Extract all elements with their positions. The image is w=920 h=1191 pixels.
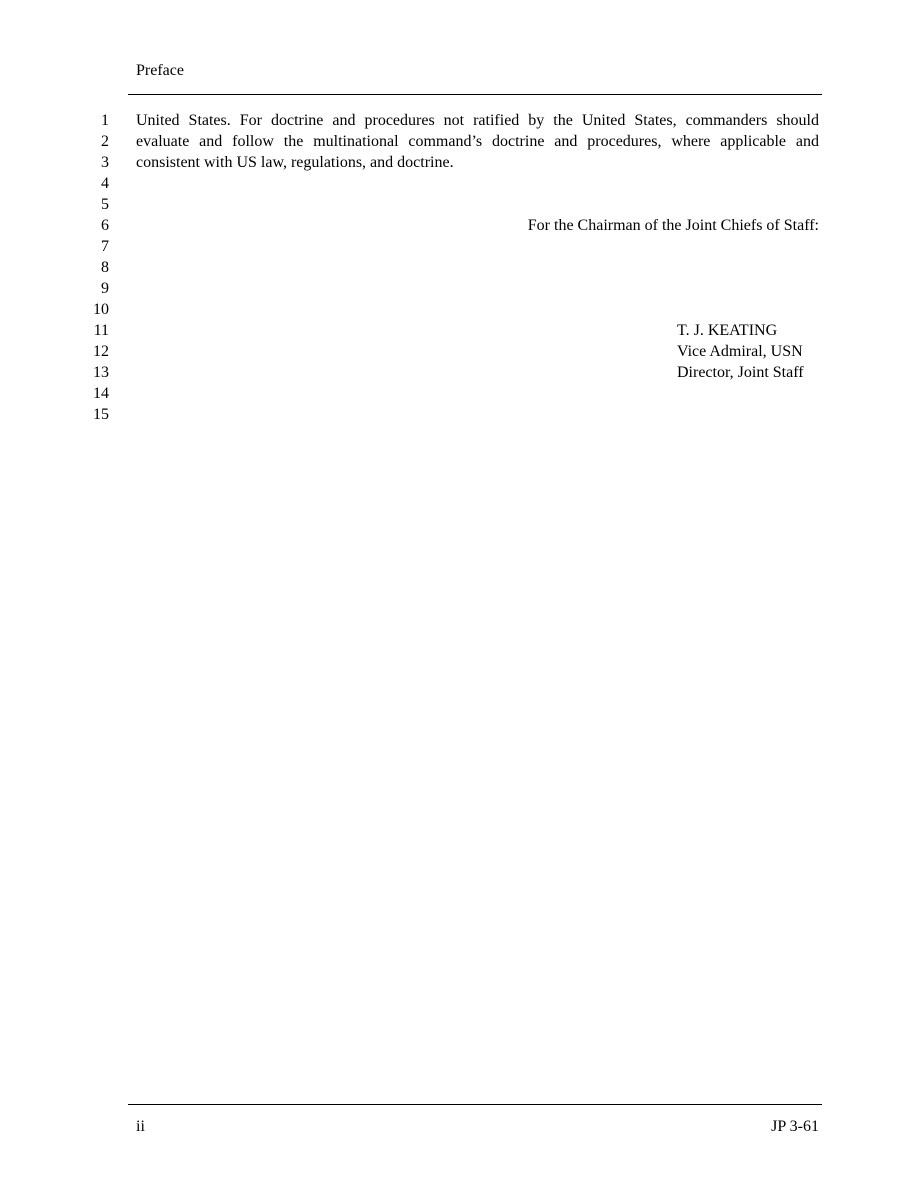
header-rule [128, 94, 822, 95]
signatory-name: T. J. KEATING [677, 322, 778, 339]
signatory-rank: Vice Admiral, USN [677, 343, 803, 360]
line-numbers [88, 110, 109, 425]
body-line: consistent with US law, regulations, and doctrine. [136, 154, 454, 171]
line-number: 5 [101, 196, 109, 213]
closing-line: For the Chairman of the Joint Chiefs of Staff: [527, 217, 819, 234]
line-number: 3 [101, 154, 109, 171]
line-number: 11 [93, 322, 109, 339]
line-number: 4 [101, 175, 109, 192]
line-number: 6 [101, 217, 109, 234]
running-head: Preface [136, 62, 184, 79]
line-number: 10 [93, 301, 109, 318]
line-number: 2 [101, 133, 109, 150]
line-number: 12 [93, 343, 109, 360]
line-number: 13 [93, 364, 109, 381]
publication-id: JP 3-61 [771, 1118, 819, 1135]
page-number: ii [136, 1118, 145, 1135]
line-number: 1 [101, 112, 109, 129]
body-line: United States. For doctrine and procedures not ratified by the United States, commanders should [136, 112, 819, 129]
signature-block [677, 320, 804, 383]
line-number: 14 [93, 385, 109, 402]
body-line: evaluate and follow the multinational command’s doctrine and procedures, where applicable and [136, 133, 819, 150]
line-number: 15 [93, 406, 109, 423]
signatory-title: Director, Joint Staff [677, 364, 804, 381]
line-number: 9 [101, 280, 109, 297]
body-paragraph [136, 110, 819, 173]
line-number: 7 [101, 238, 109, 255]
footer-rule [128, 1104, 822, 1105]
line-number: 8 [101, 259, 109, 276]
